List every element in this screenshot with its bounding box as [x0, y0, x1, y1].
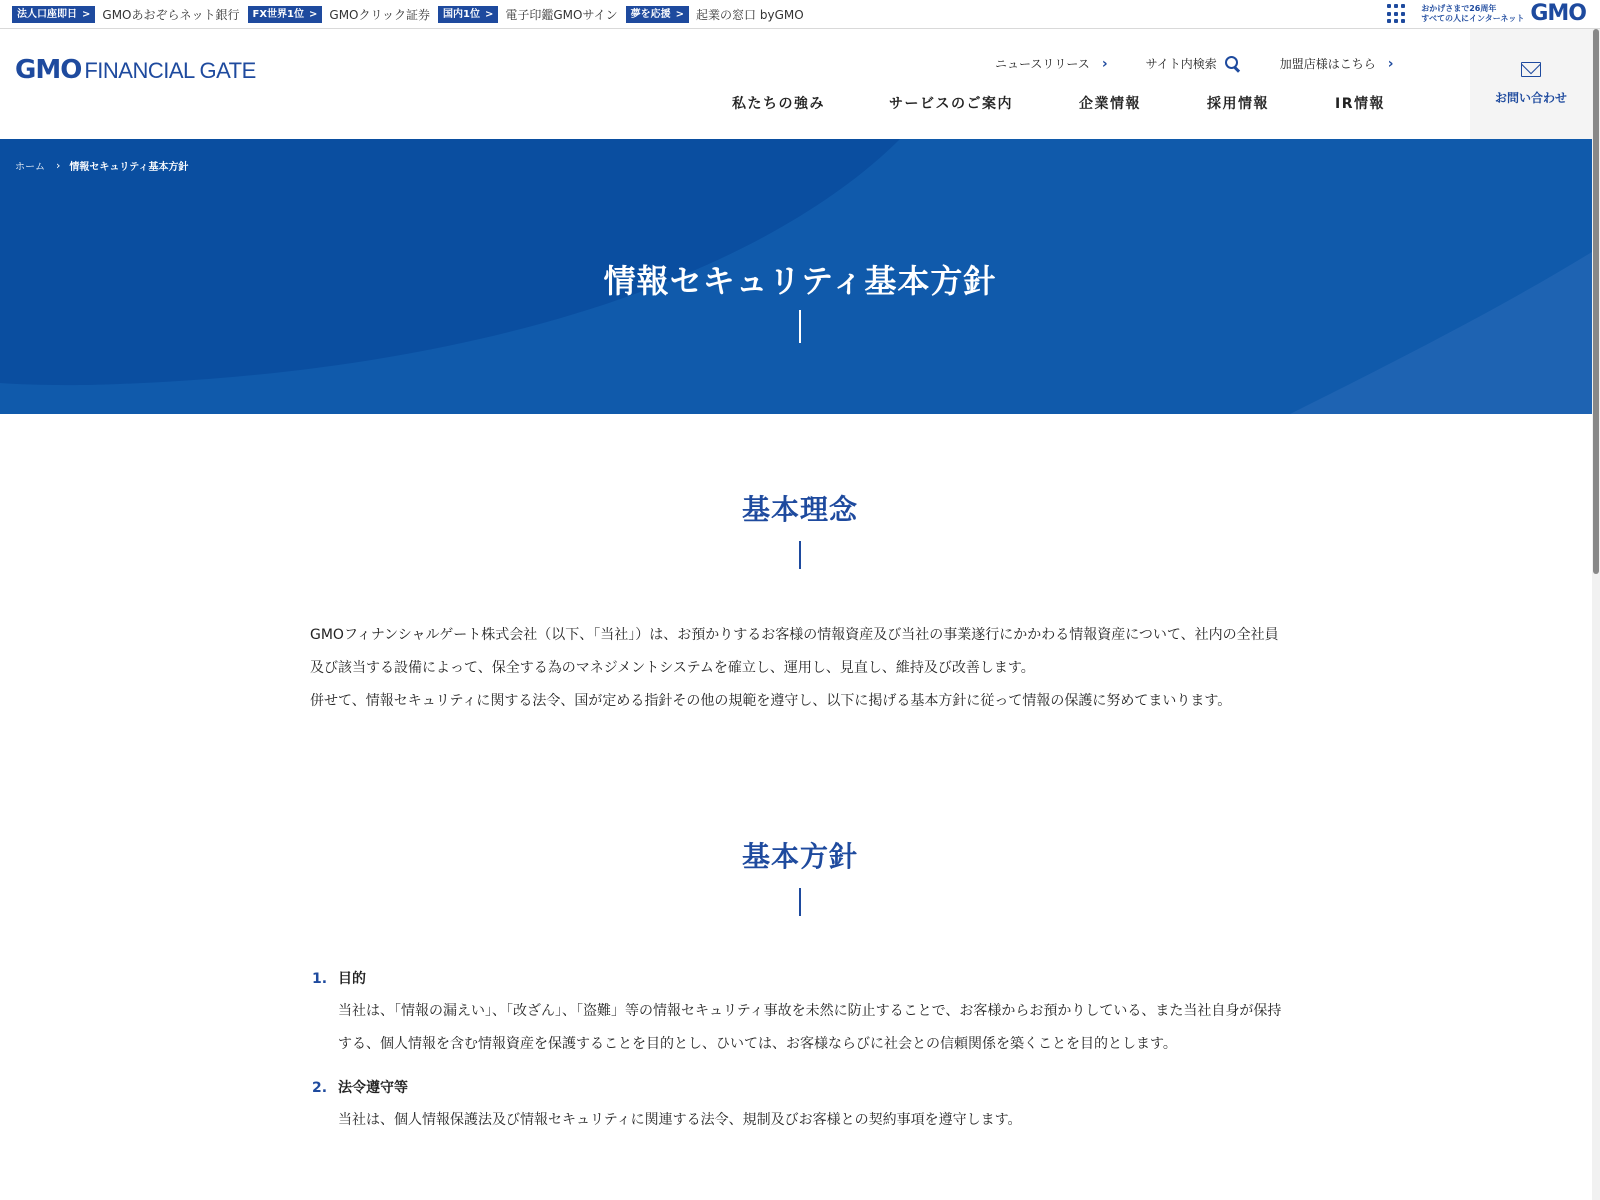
section-title-philosophy: 基本理念	[741, 493, 858, 526]
nav-company[interactable]: 企業情報	[1079, 96, 1141, 112]
util-news-release[interactable]: ニュースリリース ›	[995, 55, 1108, 72]
page-scrollbar[interactable]	[1592, 29, 1600, 1200]
promo-badge: FX世界1位 >	[248, 6, 323, 23]
promo-aozora[interactable]	[12, 6, 240, 23]
contact-button[interactable]	[1470, 29, 1592, 139]
promo-link[interactable]: 電子印鑑GMOサイン	[505, 7, 618, 22]
policy-item-body: 当社は、「情報の漏えい」、「改ざん」、「盗難」等の情報セキュリティ事故を未然に防止することで、お客様からお預かりしている、また当社自身が保持する、個人情報を含む情報資産を保護することを目的とし、ひいては、お客様ならびに社会との信頼関係を築くことを目的とします。	[338, 1003, 1282, 1052]
promo-kigyo[interactable]	[626, 6, 804, 23]
title-divider	[799, 310, 801, 343]
promo-badge: 法人口座即日 >	[12, 6, 95, 23]
promo-gmo-sign[interactable]	[438, 6, 618, 23]
page-title: 情報セキュリティ基本方針	[603, 262, 997, 300]
section-divider	[799, 541, 801, 569]
section-title-policy: 基本方針	[741, 840, 858, 873]
utility-nav	[995, 55, 1394, 72]
gmo-group-area	[1387, 3, 1586, 25]
nav-strengths[interactable]: 私たちの強み	[732, 96, 825, 112]
page-hero	[0, 139, 1600, 414]
promo-link[interactable]: 起業の窓口 byGMO	[696, 7, 804, 22]
chevron-right-icon: ›	[1387, 55, 1394, 72]
group-service-bar	[0, 0, 1600, 29]
section-divider	[799, 888, 801, 916]
policy-item	[310, 1075, 1290, 1137]
site-header	[0, 29, 1600, 139]
logo-gmo: GMO	[15, 55, 82, 85]
policy-item-title: 法令遵守等	[338, 1080, 408, 1096]
policy-list	[310, 966, 1290, 1151]
policy-item	[310, 966, 1290, 1061]
nav-recruit[interactable]: 採用情報	[1207, 96, 1269, 112]
promo-badge: 国内1位 >	[438, 6, 498, 23]
gmo-group-logo[interactable]: GMO	[1530, 1, 1586, 26]
nav-services[interactable]: サービスのご案内	[889, 96, 1013, 112]
grid-menu-icon[interactable]	[1387, 4, 1407, 24]
main-nav	[732, 93, 1385, 113]
logo-financial-gate: FINANCIAL GATE	[84, 58, 256, 83]
chevron-right-icon: ›	[1101, 55, 1108, 72]
promo-click-sec[interactable]	[248, 6, 431, 23]
breadcrumb-home[interactable]: ホーム	[15, 162, 45, 173]
util-site-search[interactable]: サイト内検索	[1146, 55, 1240, 72]
nav-ir[interactable]: IR情報	[1335, 96, 1385, 112]
breadcrumb	[15, 158, 188, 173]
scrollbar-thumb[interactable]	[1593, 29, 1599, 574]
policy-item-body: 当社は、個人情報保護法及び情報セキュリティに関連する法令、規制及びお客様との契約事項を遵守します。	[338, 1112, 1022, 1128]
promo-link[interactable]: GMOあおぞらネット銀行	[102, 7, 240, 22]
chevron-right-icon: ›	[56, 159, 61, 172]
policy-item-number: 1.	[312, 971, 328, 987]
anniversary-text: おかげさまで26周年 すべての人にインターネット	[1421, 4, 1525, 23]
site-logo[interactable]	[15, 55, 256, 85]
philosophy-paragraph-1: GMOフィナンシャルゲート株式会社（以下、「当社」）は、お預かりするお客様の情報資産及び当社の事業遂行にかかわる情報資産について、社内の全社員及び該当する設備によって、保全する為のマネジメントシステムを確立し、運用し、見直し、維持及び改善します。	[310, 627, 1279, 676]
breadcrumb-current: 情報セキュリティ基本方針	[69, 162, 189, 173]
promo-badge: 夢を応援 >	[626, 6, 689, 23]
philosophy-paragraph-2: 併せて、情報セキュリティに関する法令、国が定める指針その他の規範を遵守し、以下に掲げる基本方針に従って情報の保護に努めてまいります。	[310, 693, 1232, 709]
search-icon	[1225, 56, 1240, 71]
util-merchant[interactable]: 加盟店様はこちら ›	[1279, 55, 1394, 72]
mail-icon	[1521, 62, 1541, 77]
promo-link[interactable]: GMOクリック証券	[329, 7, 431, 22]
policy-item-number: 2.	[312, 1080, 328, 1096]
policy-item-title: 目的	[338, 971, 366, 987]
contact-label: お問い合わせ	[1494, 91, 1567, 105]
